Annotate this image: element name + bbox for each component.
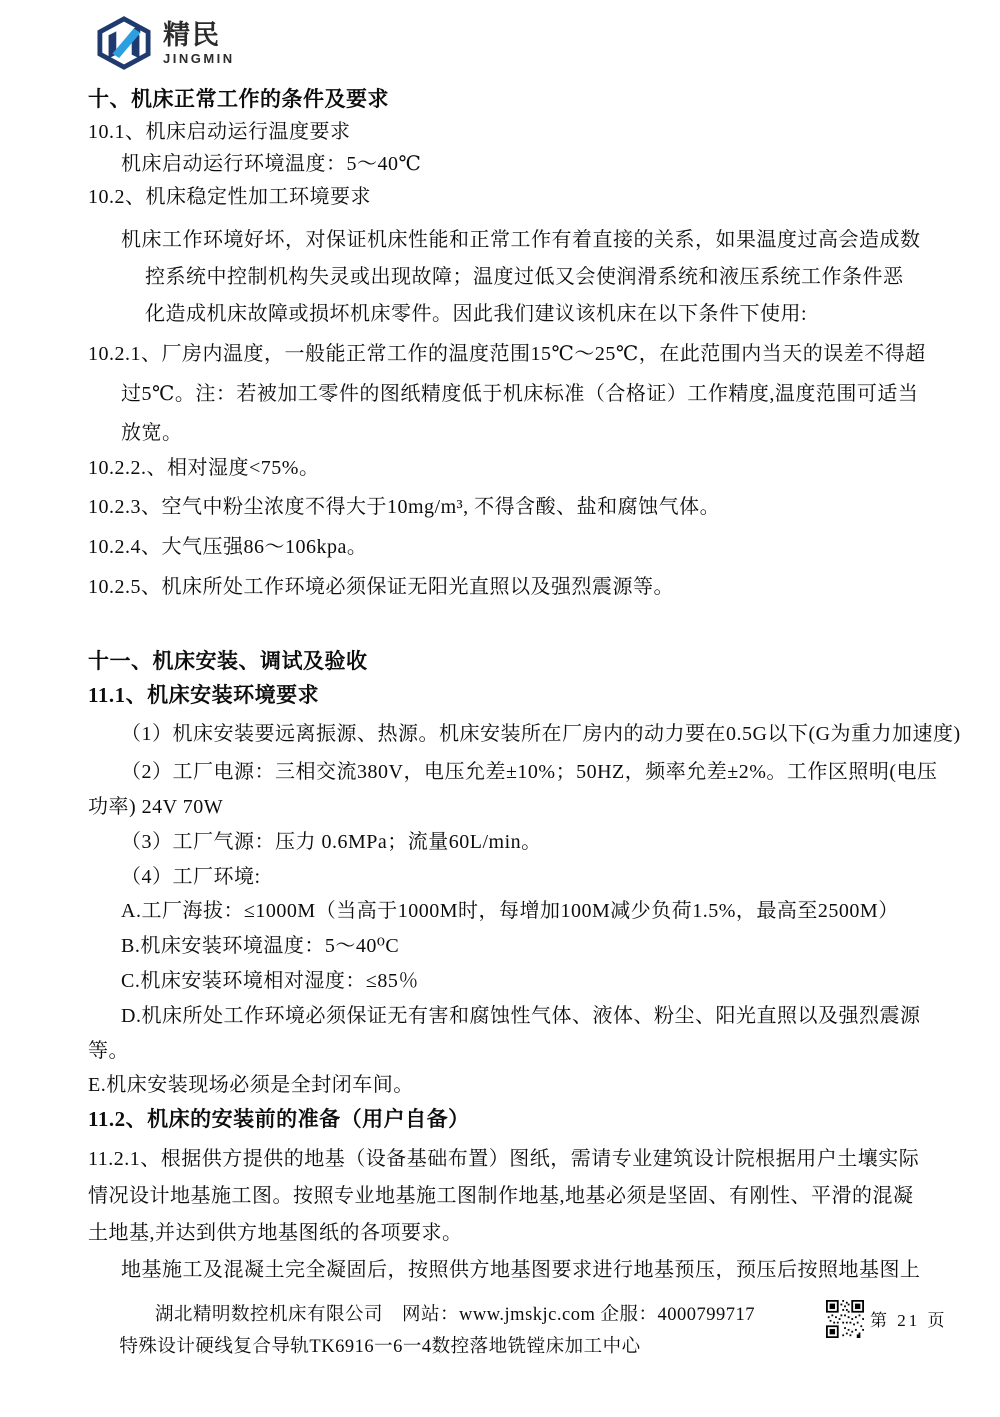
line-install-3: （3）工厂气源：压力 0.6MPa；流量60L/min。 [121,831,542,853]
heading-section-10: 十、机床正常工作的条件及要求 [88,87,389,111]
line-env-d-cont: 等。 [88,1040,129,1062]
line-10-2: 10.2、机床稳定性加工环境要求 [88,186,371,208]
line-11-2-1b: 情况设计地基施工图。按照专业地基施工图制作地基,地基必须是坚固、有刚性、平滑的混凝 [88,1185,914,1207]
paragraph-env-1: 机床工作环境好坏，对保证机床性能和正常工作有着直接的关系，如果温度过高会造成数 [121,229,921,251]
line-10-2-1c: 放宽。 [121,422,183,444]
line-startup-temp: 机床启动运行环境温度：5～40℃ [121,153,422,175]
footer-product-line: 特殊设计硬线复合导轨TK6916一6一4数控落地铣镗床加工中心 [119,1337,641,1357]
logo-brand-cn: 精民 [163,19,221,50]
logo-hexagon-icon [95,16,153,70]
page-number: 第 21 页 [870,1311,948,1330]
line-env-b: B.机床安装环境温度：5～40⁰C [121,935,400,957]
line-10-2-5: 10.2.5、机床所处工作环境必须保证无阳光直照以及强烈震源等。 [88,576,674,598]
line-foundation: 地基施工及混凝土完全凝固后，按照供方地基图要求进行地基预压，预压后按照地基图上 [121,1259,921,1281]
line-10-2-2: 10.2.2.、相对湿度<75%。 [88,457,320,479]
line-env-c: C.机床安装环境相对湿度：≤85％ [121,970,419,992]
heading-11-2: 11.2、机床的安装前的准备（用户自备） [88,1107,470,1131]
line-install-4: （4）工厂环境: [121,866,261,888]
company-logo [95,16,235,70]
heading-11-1: 11.1、机床安装环境要求 [88,683,320,707]
line-install-1: （1）机床安装要远离振源、热源。机床安装所在厂房内的动力要在0.5G以下(G为重力加速度) [121,723,961,745]
line-10-2-1a: 10.2.1、厂房内温度，一般能正常工作的温度范围15℃～25℃，在此范围内当天的误差不得超 [88,343,926,365]
footer-company-line: 湖北精明数控机床有限公司 网站：www.jmskjc.com 企服：4000799717 [155,1305,755,1325]
logo-text [163,19,235,66]
line-env-e: E.机床安装现场必须是全封闭车间。 [88,1074,414,1096]
logo-brand-en: JINGMIN [163,50,235,66]
line-env-a: A.工厂海拔：≤1000M（当高于1000M时，每增加100M减少负荷1.5%，最高至2500M） [121,900,899,922]
line-env-d: D.机床所处工作环境必须保证无有害和腐蚀性气体、液体、粉尘、阳光直照以及强烈震源 [121,1005,921,1027]
line-11-2-1a: 11.2.1、根据供方提供的地基（设备基础布置）图纸，需请专业建筑设计院根据用户土壤实际 [88,1148,920,1170]
line-install-2a: （2）工厂电源：三相交流380V，电压允差±10%；50HZ，频率允差±2%。工作区照明(电压 [121,761,938,783]
line-10-2-4: 10.2.4、大气压强86～106kpa。 [88,536,368,558]
qr-code [826,1300,864,1338]
paragraph-env-3: 化造成机床故障或损坏机床零件。因此我们建议该机床在以下条件下使用: [145,303,808,325]
line-11-2-1c: 土地基,并达到供方地基图纸的各项要求。 [88,1222,463,1244]
heading-section-11: 十一、机床安装、调试及验收 [88,649,368,673]
paragraph-env-2: 控系统中控制机构失灵或出现故障；温度过低又会使润滑系统和液压系统工作条件恶 [145,266,904,288]
line-10-2-1b: 过5℃。注：若被加工零件的图纸精度低于机床标准（合格证）工作精度,温度范围可适当 [121,383,919,405]
line-install-2b: 功率) 24V 70W [88,796,224,818]
line-10-2-3: 10.2.3、空气中粉尘浓度不得大于10mg/m³, 不得含酸、盐和腐蚀气体。 [88,496,721,518]
line-10-1: 10.1、机床启动运行温度要求 [88,121,351,143]
